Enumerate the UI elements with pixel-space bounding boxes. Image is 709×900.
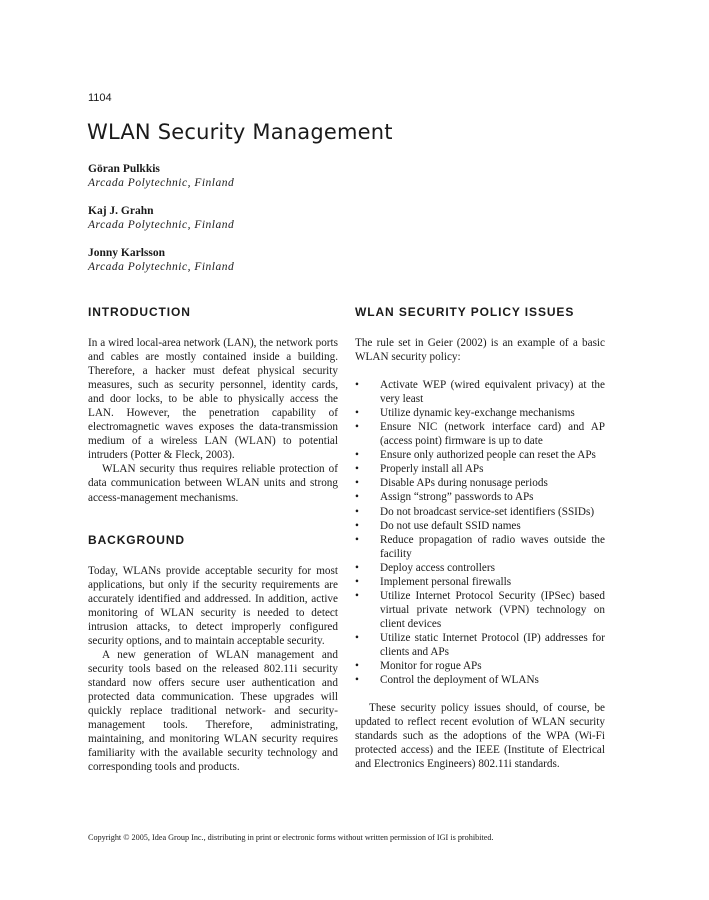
list-item-text: Control the deployment of WLANs [380,674,539,687]
list-item-text: Activate WEP (wired equivalent privacy) at the very least [380,379,605,406]
list-item-text: Properly install all APs [380,463,484,476]
author-block [88,162,388,190]
author-name: Kaj J. Grahn [88,205,154,217]
bullet-icon: • [355,660,359,673]
list-item-text: Do not broadcast service-set identifiers (SSIDs) [380,505,595,518]
list-item-text: Assign “strong” passwords to APs [380,491,534,504]
bullet-icon: • [355,463,359,476]
bullet-icon: • [355,407,359,420]
list-item [355,476,605,490]
bullet-icon: • [355,575,359,588]
background-paragraph: A new generation of WLAN management and security tools based on the released 802.11i security standard now offers secure user authentication and protected data communication. These upgrades will quickly replace traditional network- and security-management tools. Therefore, administrating, maintaining, and monitoring WLAN security requires familiarity with the available security technology and corresponding tools and products. [88,648,338,774]
list-item [355,378,605,406]
bullet-icon: • [355,533,359,546]
list-item [355,659,605,673]
list-item [355,561,605,575]
policy-heading: WLAN SECURITY POLICY ISSUES [355,305,575,319]
background-heading: BACKGROUND [88,532,185,547]
list-item-text: Ensure only authorized people can reset the APs [380,449,596,462]
policy-intro: The rule set in Geier (2002) is an example of a basic WLAN security policy: [355,337,605,364]
list-item [355,448,605,462]
list-item [355,575,605,589]
bullet-icon: • [355,674,359,687]
list-item [355,490,605,504]
list-item-text: Reduce propagation of radio waves outside the facility [380,533,605,560]
author-affiliation: Arcada Polytechnic, Finland [88,261,235,273]
introduction-heading: INTRODUCTION [88,305,191,319]
author-name: Göran Pulkkis [88,163,160,175]
page-number: 1104 [88,92,112,104]
list-item-text: Ensure NIC (network interface card) and AP (access point) firmware is up to date [380,421,605,448]
list-item [355,589,605,631]
left-column [88,305,338,774]
background-paragraph: Today, WLANs provide acceptable security for most applications, but only if the security requirements are accurately identified and addressed. In addition, active monitoring of WLAN security is needed to detect intrusion attacks, to detect improperly configured security options, and to maintain acceptable security. [88,564,338,647]
bullet-icon: • [355,561,359,574]
author-name: Jonny Karlsson [88,247,166,259]
list-item-text: Do not use default SSID names [380,519,521,532]
author-block [88,204,388,232]
bullet-icon: • [355,379,359,392]
author-list [88,162,388,288]
list-item-text: Implement personal firewalls [380,575,512,588]
author-affiliation: Arcada Polytechnic, Finland [88,177,235,189]
policy-closing-paragraph: These security policy issues should, of course, be updated to reflect recent evolution of WLAN security standards such as the adoptions of the WPA (Wi-Fi protected access) and the IEEE (Institute of Electrical and Electronics Engineers) 802.11i standards. [355,702,605,771]
list-item [355,673,605,687]
bullet-icon: • [355,631,359,644]
list-item [355,406,605,420]
bullet-icon: • [355,449,359,462]
bullet-icon: • [355,505,359,518]
list-item-text: Utilize dynamic key-exchange mechanisms [380,407,575,420]
bullet-icon: • [355,421,359,434]
list-item [355,519,605,533]
list-item-text: Monitor for rogue APs [380,660,482,673]
list-item-text: Utilize static Internet Protocol (IP) addresses for clients and APs [380,631,605,658]
list-item [355,505,605,519]
introduction-paragraph: WLAN security thus requires reliable protection of data communication between WLAN units and strong access-management mechanisms. [88,463,338,504]
list-item-text: Deploy access controllers [380,561,495,574]
author-block [88,246,388,274]
bullet-icon: • [355,519,359,532]
right-column [355,305,605,783]
bullet-icon: • [355,477,359,490]
list-item [355,631,605,659]
list-item-text: Disable APs during nonusage periods [380,477,548,490]
bullet-icon: • [355,491,359,504]
bullet-icon: • [355,589,359,602]
article-title: WLAN Security Management [87,120,393,144]
policy-bullet-list [355,378,605,687]
list-item [355,533,605,561]
list-item [355,420,605,448]
list-item-text: Utilize Internet Protocol Security (IPSec) based virtual private network (VPN) technology on client devices [380,589,605,630]
author-affiliation: Arcada Polytechnic, Finland [88,219,235,231]
copyright-notice: Copyright © 2005, Idea Group Inc., distributing in print or electronic forms without written permission of IGI is prohibited. [88,833,494,842]
list-item [355,462,605,476]
introduction-paragraph: In a wired local-area network (LAN), the network ports and cables are mostly contained inside a building. Therefore, a hacker must defeat physical security measures, such as security personnel, identity cards, and door locks, to be able to physically access the LAN. However, the penetration capability of electromagnetic waves exposes the data-transmission medium of a wireless LAN (WLAN) to potential intruders (Potter & Fleck, 2003). [88,337,338,462]
